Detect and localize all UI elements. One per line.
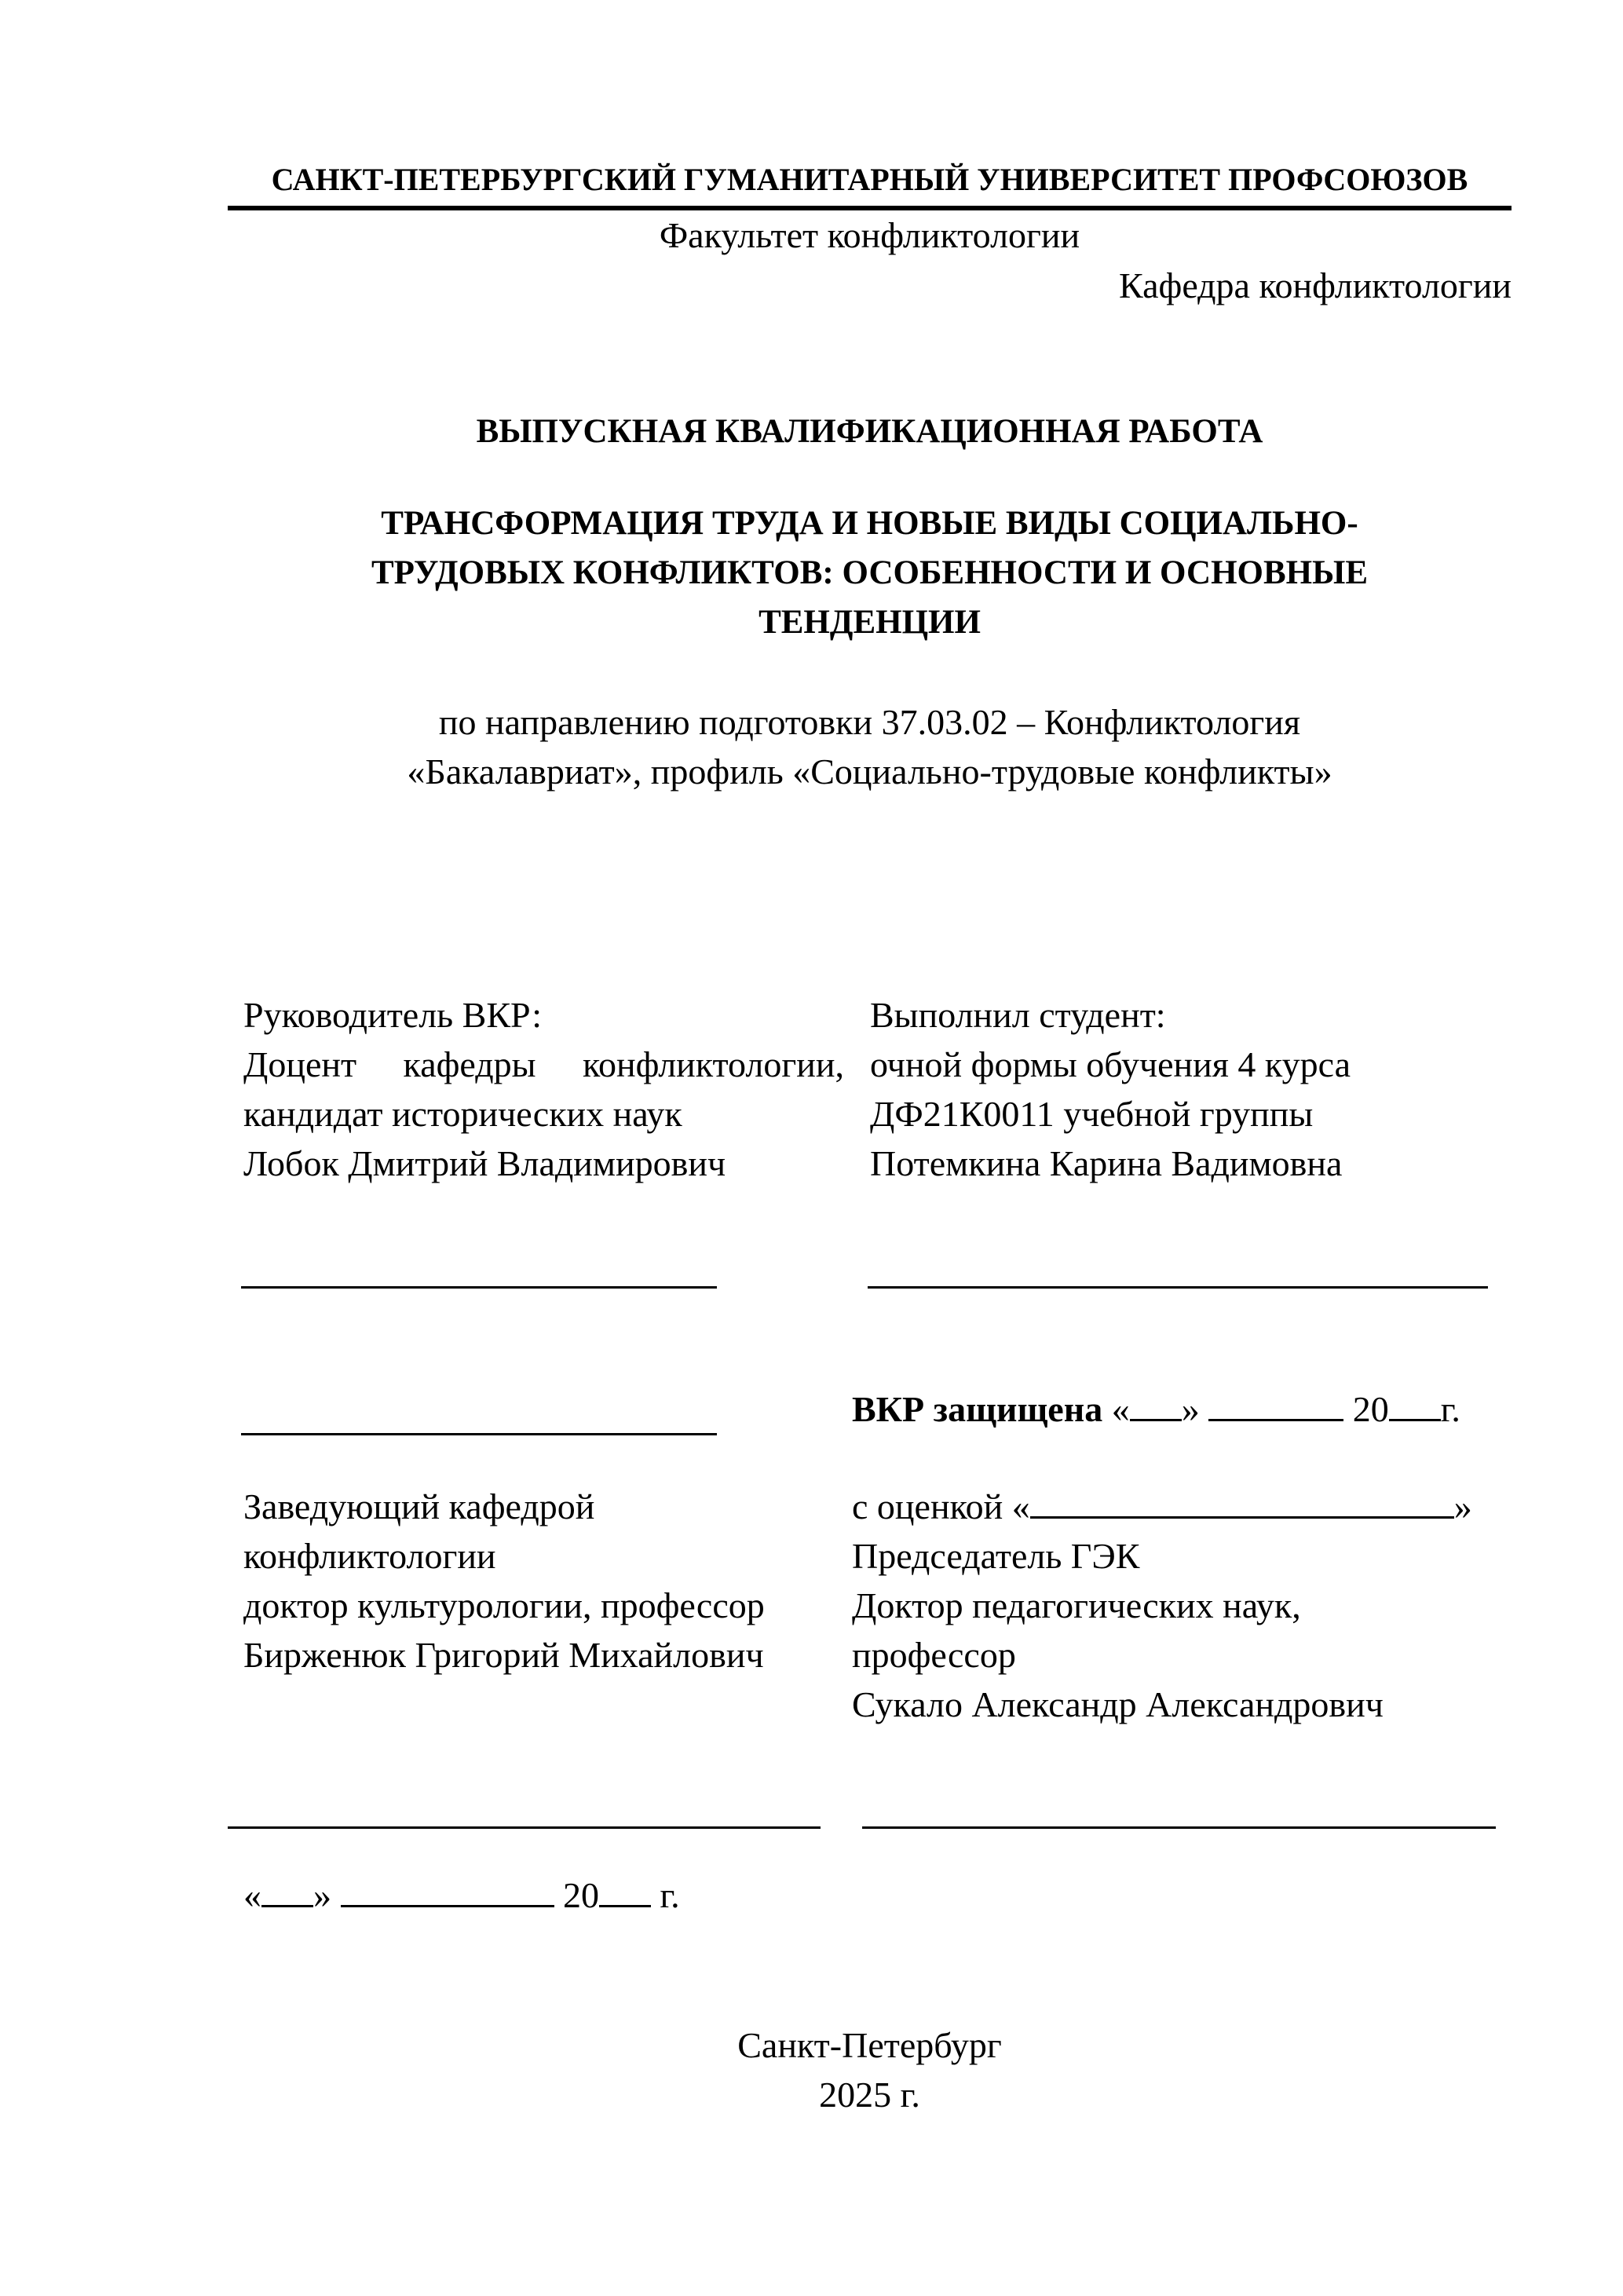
faculty-name: Факультет конфликтологии (659, 215, 1080, 255)
head-role-line2: конфликтологии (243, 1536, 496, 1576)
chair-name: Сукало Александр Александрович (852, 1684, 1384, 1724)
supervisor-block (243, 990, 844, 1188)
open-quote: « (1102, 1389, 1130, 1429)
direction-line: по направлению подготовки 37.03.02 – Конфликтология (438, 702, 1301, 742)
month-blank (1208, 1387, 1343, 1421)
grade-blank (1030, 1485, 1454, 1519)
year-blank (599, 1874, 651, 1907)
year-suffix: г. (1440, 1389, 1460, 1429)
chair-role: Председатель ГЭК (852, 1536, 1140, 1576)
university-name: САНКТ-ПЕТЕРБУРГСКИЙ ГУМАНИТАРНЫЙ УНИВЕРСИТЕТ ПРОФСОЮЗОВ (271, 162, 1468, 197)
approval-date-line (243, 1870, 680, 1920)
student-group: ДФ21К0011 учебной группы (870, 1094, 1314, 1134)
work-type-heading: ВЫПУСКНАЯ КВАЛИФИКАЦИОННАЯ РАБОТА (476, 413, 1263, 450)
grade-line (852, 1482, 1472, 1531)
chair-title: профессор (852, 1635, 1016, 1675)
supervisor-name: Лобок Дмитрий Владимирович (243, 1143, 726, 1183)
student-study-form: очной формы обучения 4 курса (870, 1044, 1351, 1084)
chair-signature-line (862, 1826, 1496, 1829)
month-blank (341, 1874, 554, 1907)
head-name: Бирженюк Григорий Михайлович (243, 1635, 764, 1675)
student-label: Выполнил студент: (870, 995, 1166, 1035)
close-quote: » (313, 1875, 341, 1915)
year-prefix: 20 (554, 1875, 599, 1915)
year: 2025 г. (819, 2075, 920, 2115)
student-name: Потемкина Карина Вадимовна (870, 1143, 1343, 1183)
commission-chair-block (852, 1482, 1472, 1729)
year-blank (1389, 1387, 1441, 1421)
head-signature-line (228, 1826, 821, 1829)
supervisor-date-signature-line (241, 1433, 717, 1435)
year-prefix: 20 (1343, 1389, 1389, 1429)
student-block (870, 990, 1351, 1188)
supervisor-signature-line (241, 1286, 717, 1289)
thesis-title-line: ТРУДОВЫХ КОНФЛИКТОВ: ОСОБЕННОСТИ И ОСНОВНЫЕ (371, 554, 1369, 591)
supervisor-label: Руководитель ВКР: (243, 995, 543, 1035)
study-direction (228, 697, 1512, 796)
head-role-line1: Заведующий кафедрой (243, 1486, 595, 1526)
head-degree: доктор культурологии, профессор (243, 1585, 765, 1625)
student-signature-line (868, 1286, 1488, 1289)
head-of-department-block (243, 1482, 765, 1680)
close-quote: » (1181, 1389, 1209, 1429)
open-quote: « (243, 1875, 261, 1915)
grade-prefix: с оценкой « (852, 1486, 1030, 1526)
thesis-title-line: ТЕНДЕНЦИИ (758, 604, 981, 641)
grade-suffix: » (1453, 1486, 1472, 1526)
defense-date-line (852, 1384, 1460, 1434)
city: Санкт-Петербург (737, 2025, 1002, 2065)
supervisor-degree: кандидат исторических наук (243, 1094, 682, 1134)
thesis-title-line: ТРАНСФОРМАЦИЯ ТРУДА И НОВЫЕ ВИДЫ СОЦИАЛЬНО- (381, 505, 1358, 542)
department-name: Кафедра конфликтологии (1119, 265, 1512, 305)
chair-degree: Доктор педагогических наук, (852, 1585, 1301, 1625)
direction-line: «Бакалавриат», профиль «Социально-трудовые конфликты» (407, 751, 1332, 792)
day-blank (1130, 1387, 1182, 1421)
year-suffix: г. (651, 1875, 680, 1915)
thesis-title (259, 499, 1480, 647)
supervisor-position: Доцент кафедры конфликтологии, (243, 1044, 844, 1084)
defended-label: ВКР защищена (852, 1389, 1103, 1429)
day-blank (261, 1874, 313, 1907)
